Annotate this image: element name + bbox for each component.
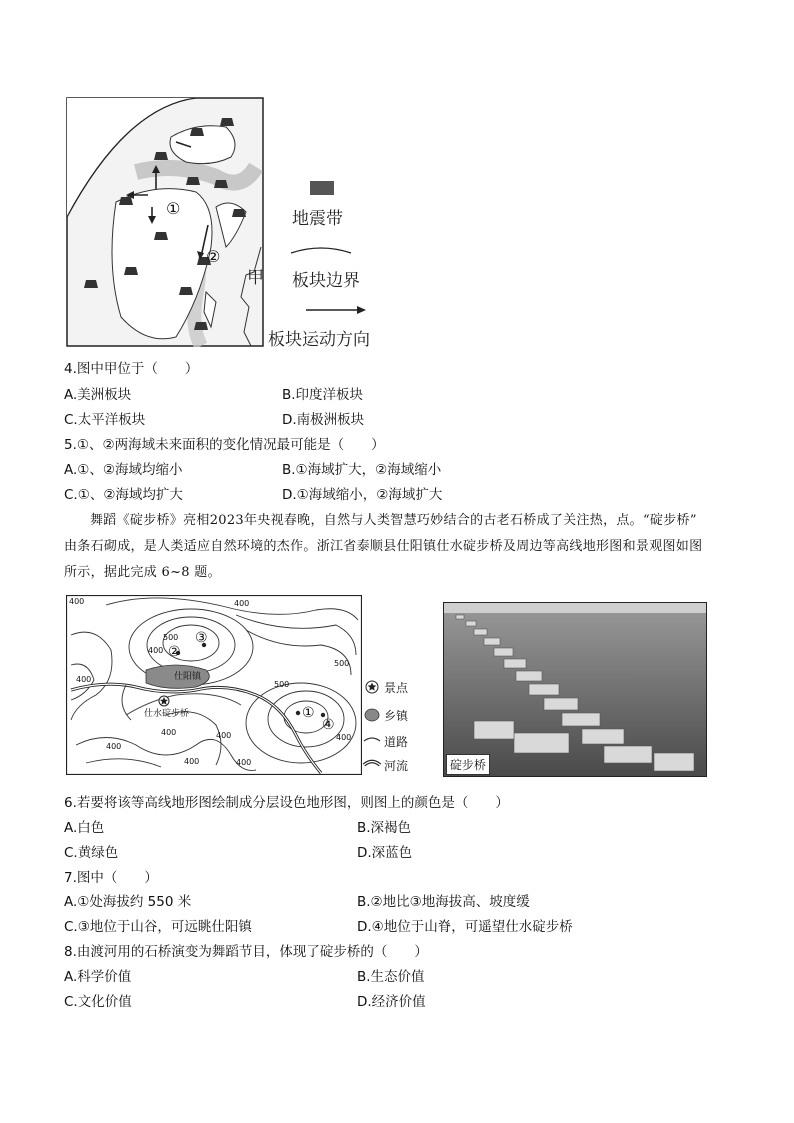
q4-option-b: B.印度洋板块 bbox=[282, 387, 364, 403]
contour-label: 400 bbox=[76, 675, 92, 684]
town-label: 仕阳镇 bbox=[174, 672, 202, 682]
q6-option-a: A.白色 bbox=[64, 820, 105, 836]
bridge-photo-graphic bbox=[444, 603, 706, 776]
q4-option-d: D.南极洲板块 bbox=[282, 412, 365, 428]
q5-option-c: C.①、②海域均扩大 bbox=[64, 487, 183, 503]
q4-option-a: A.美洲板块 bbox=[64, 387, 132, 403]
legend-river: 河流 bbox=[384, 759, 409, 773]
passage bbox=[64, 508, 744, 586]
contour-label: 500 bbox=[274, 680, 290, 689]
q6-option-b: B.深褐色 bbox=[357, 820, 412, 836]
question-4-stem: 4.图中甲位于（ ） bbox=[64, 361, 199, 377]
contour-label: 400 bbox=[106, 742, 122, 751]
passage-line-1: 舞蹈《碇步桥》亮相2023年央视春晚，自然与人类智慧巧妙结合的古老石桥成了关注热，点。“碇步桥” bbox=[90, 513, 697, 528]
plate-map-figure bbox=[66, 97, 384, 350]
legend-road: 道路 bbox=[384, 735, 409, 749]
q6-option-d: D.深蓝色 bbox=[357, 845, 413, 861]
q7-option-d: D.④地位于山脊，可遥望仕水碇步桥 bbox=[357, 919, 573, 935]
bridge-photo bbox=[443, 602, 707, 777]
q8-option-a: A.科学价值 bbox=[64, 969, 132, 985]
point-2-label: ② bbox=[168, 644, 181, 660]
contour-label: 500 bbox=[163, 633, 179, 642]
q7-option-a: A.①处海拔约 550 米 bbox=[64, 894, 192, 910]
point-3-label: ③ bbox=[195, 630, 208, 646]
contour-label: 400 bbox=[161, 728, 177, 737]
point-1-label: ① bbox=[302, 705, 315, 721]
question-5-stem: 5.①、②两海域未来面积的变化情况最可能是（ ） bbox=[64, 437, 385, 453]
legend-scenic: 景点 bbox=[384, 681, 409, 695]
legend-earthquake-zone: 地震带 bbox=[292, 209, 343, 229]
contour-label: 400 bbox=[184, 757, 200, 766]
contour-label: 400 bbox=[336, 733, 352, 742]
q7-option-b: B.②地比③地海拔高、坡度缓 bbox=[357, 894, 530, 910]
point-4-label: ④ bbox=[322, 717, 335, 733]
question-6-stem: 6.若要将该等高线地形图绘制成分层设色地形图，则图上的颜色是（ ） bbox=[64, 795, 509, 811]
question-8-stem: 8.由渡河用的石桥演变为舞蹈节目，体现了碇步桥的（ ） bbox=[64, 944, 428, 960]
q7-option-c: C.③地位于山谷，可远眺仕阳镇 bbox=[64, 919, 252, 935]
passage-line-3: 所示，据此完成 6~8 题。 bbox=[64, 565, 221, 580]
contour-label: 400 bbox=[234, 599, 250, 608]
contour-label: 400 bbox=[69, 597, 85, 606]
q4-option-c: C.太平洋板块 bbox=[64, 412, 146, 428]
contour-map-legend bbox=[362, 675, 418, 775]
photo-caption: 碇步桥 bbox=[446, 754, 490, 775]
q8-option-b: B.生态价值 bbox=[357, 969, 425, 985]
legend-plate-boundary: 板块边界 bbox=[292, 271, 360, 291]
q6-option-c: C.黄绿色 bbox=[64, 845, 119, 861]
q5-option-b: B.①海域扩大，②海域缩小 bbox=[282, 462, 442, 478]
point-2-label: ② bbox=[206, 247, 221, 266]
contour-label: 400 bbox=[216, 731, 232, 740]
contour-label: 400 bbox=[148, 646, 164, 655]
contour-map-figure bbox=[66, 595, 362, 775]
q8-option-d: D.经济价值 bbox=[357, 994, 426, 1010]
passage-line-2: 由条石砌成，是人类适应自然环境的杰作。浙江省泰顺县仕阳镇仕水碇步桥及周边等高线地形图和景观图如图 bbox=[64, 539, 703, 554]
contour-label: 500 bbox=[334, 659, 350, 668]
bridge-label: 仕水碇步桥 bbox=[144, 709, 190, 719]
point-1-label: ① bbox=[166, 199, 181, 218]
q5-option-a: A.①、②海域均缩小 bbox=[64, 462, 183, 478]
legend-town: 乡镇 bbox=[384, 709, 409, 723]
legend-movement-direction: 板块运动方向 bbox=[268, 330, 370, 350]
q8-option-c: C.文化价值 bbox=[64, 994, 132, 1010]
contour-label: 400 bbox=[236, 758, 252, 767]
question-7-stem: 7.图中（ ） bbox=[64, 870, 158, 886]
jia-label: 甲 bbox=[247, 268, 264, 288]
q5-option-d: D.①海域缩小，②海域扩大 bbox=[282, 487, 443, 503]
